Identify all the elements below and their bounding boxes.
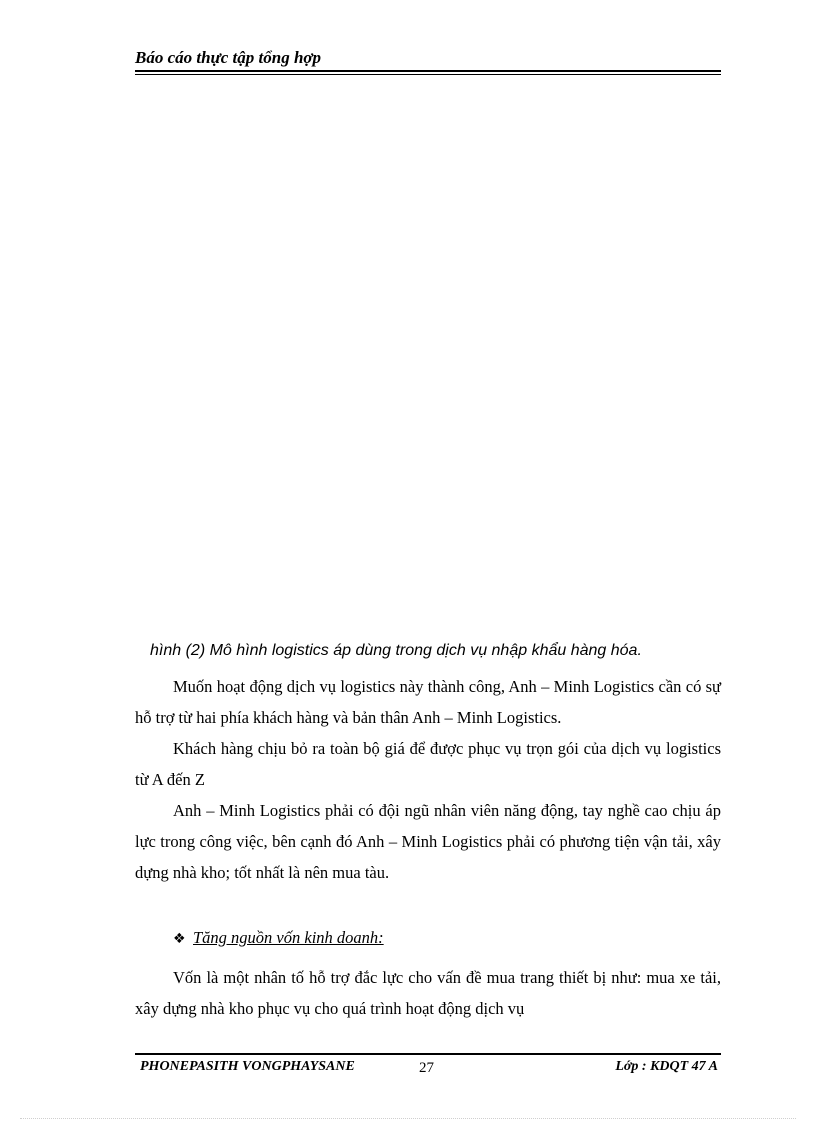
body-last-paragraph — [135, 962, 721, 1024]
header-rule-thin — [135, 74, 721, 75]
paragraph-1: Muốn hoạt động dịch vụ logistics này thành công, Anh – Minh Logistics cần có sự hỗ trợ từ hai phía khách hàng và bản thân Anh – Minh Logistics. — [135, 677, 721, 727]
diamond-bullet-icon: ❖ — [173, 931, 186, 947]
paragraph-2: Khách hàng chịu bỏ ra toàn bộ giá để được phục vụ trọn gói của dịch vụ logistics từ A đến Z — [135, 739, 721, 789]
footer-author: PHONEPASITH VONGPHAYSANE — [140, 1059, 355, 1074]
paragraph-3: Anh – Minh Logistics phải có đội ngũ nhân viên năng động, tay nghề cao chịu áp lực trong công việc, bên cạnh đó Anh – Minh Logistics phải có phương tiện vận tải, xây dựng nhà kho; tốt nhất là nên mua tàu. — [135, 801, 721, 882]
bullet-heading: Tăng nguồn vốn kinh doanh: — [193, 928, 384, 947]
footer-rule — [135, 1053, 721, 1055]
body-paragraphs — [135, 671, 721, 888]
bullet-heading-line — [173, 928, 384, 948]
header-rule-thick — [135, 70, 721, 72]
page-number: 27 — [419, 1060, 434, 1076]
footer-class: Lớp : KDQT 47 A — [615, 1059, 718, 1074]
figure-blank-area — [135, 80, 721, 635]
figure-caption: hình (2) Mô hình logistics áp dùng trong dịch vụ nhập khẩu hàng hóa. — [150, 642, 642, 659]
header-title: Báo cáo thực tập tổng hợp — [135, 48, 322, 67]
page-edge-line — [20, 1118, 796, 1119]
paragraph-4: Vốn là một nhân tố hỗ trợ đắc lực cho vấn đề mua trang thiết bị như: mua xe tải, xây dựng nhà kho phục vụ cho quá trình hoạt động dịch vụ — [135, 968, 721, 1018]
